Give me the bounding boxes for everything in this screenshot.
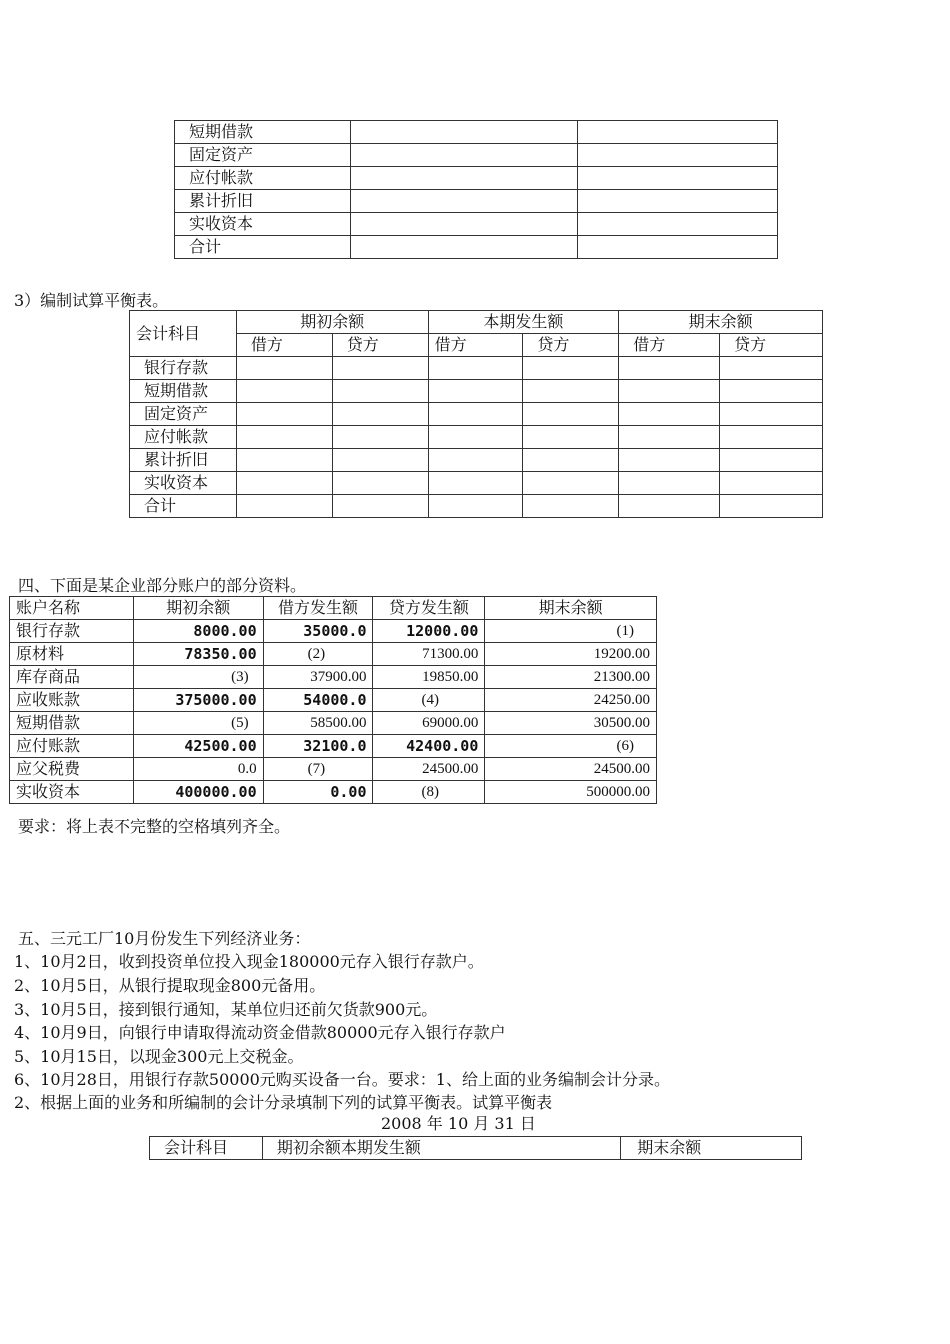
trial-balance-table xyxy=(129,310,823,518)
table-row xyxy=(10,666,657,689)
table-row xyxy=(130,426,823,449)
amount-cell: 30500.00 xyxy=(485,712,657,735)
sub-header: 借方 xyxy=(428,334,523,357)
sub-header: 借方 xyxy=(619,334,720,357)
empty-cell xyxy=(428,472,523,495)
account-name-cell: 库存商品 xyxy=(10,666,134,689)
table-row xyxy=(130,449,823,472)
table-row xyxy=(130,472,823,495)
header-row xyxy=(10,597,657,620)
account-name-cell: 银行存款 xyxy=(130,357,237,380)
empty-cell xyxy=(332,403,428,426)
empty-cell xyxy=(428,426,523,449)
empty-cell xyxy=(523,426,619,449)
business-item: 6、10月28日，用银行存款50000元购买设备一台。要求：1、给上面的业务编制会计分录。 xyxy=(14,1070,670,1089)
table-row xyxy=(175,121,778,144)
empty-cell xyxy=(236,449,332,472)
account-name-cell: 实收资本 xyxy=(175,213,351,236)
section4-title: 四、下面是某企业部分账户的部分资料。 xyxy=(18,576,307,595)
accounts-data-table xyxy=(9,596,657,804)
business-item: 2、10月5日，从银行提取现金800元备用。 xyxy=(14,976,326,995)
account-name-cell: 银行存款 xyxy=(10,620,134,643)
value-cell xyxy=(578,190,778,213)
sub-header: 贷方 xyxy=(523,334,619,357)
table-row xyxy=(175,190,778,213)
empty-cell xyxy=(523,357,619,380)
table-date: 2008 年 10 月 31 日 xyxy=(381,1114,536,1133)
business-item: 3、10月5日，接到银行通知，某单位归还前欠货款900元。 xyxy=(14,1000,438,1019)
empty-cell xyxy=(523,449,619,472)
business-item: 2、根据上面的业务和所编制的会计分录填制下列的试算平衡表。试算平衡表 xyxy=(14,1093,553,1112)
empty-cell xyxy=(332,357,428,380)
empty-cell xyxy=(720,357,823,380)
empty-cell xyxy=(523,472,619,495)
value-cell xyxy=(350,236,578,259)
amount-cell: 32100.0 xyxy=(263,735,373,758)
empty-cell xyxy=(332,426,428,449)
final-balance-table xyxy=(149,1136,802,1160)
account-name-cell: 实收资本 xyxy=(130,472,237,495)
account-name-cell: 短期借款 xyxy=(175,121,351,144)
account-name-cell: 应收账款 xyxy=(10,689,134,712)
group-header: 期末余额 xyxy=(619,311,823,334)
group-header: 本期发生额 xyxy=(428,311,619,334)
subject-header: 会计科目 xyxy=(130,311,237,357)
table-row xyxy=(130,380,823,403)
section3-title: 3）编制试算平衡表。 xyxy=(14,291,169,310)
amount-cell: 35000.0 xyxy=(263,620,373,643)
empty-cell xyxy=(523,403,619,426)
business-item: 1、10月2日，收到投资单位投入现金180000元存入银行存款户。 xyxy=(14,952,484,971)
empty-cell xyxy=(720,426,823,449)
account-name-cell: 应付帐款 xyxy=(175,167,351,190)
table-row xyxy=(175,236,778,259)
column-header: 账户名称 xyxy=(10,597,134,620)
value-cell xyxy=(350,190,578,213)
account-name-cell: 应付账款 xyxy=(10,735,134,758)
section5-title: 五、三元工厂10月份发生下列经济业务： xyxy=(18,929,311,948)
amount-cell: 42500.00 xyxy=(133,735,263,758)
account-name-cell: 应父税费 xyxy=(10,758,134,781)
amount-cell: 37900.00 xyxy=(263,666,373,689)
amount-cell: (4) xyxy=(373,689,485,712)
table-row xyxy=(175,144,778,167)
table-row xyxy=(130,495,823,518)
amount-cell: (2) xyxy=(263,643,373,666)
amount-cell: (7) xyxy=(263,758,373,781)
empty-cell xyxy=(236,403,332,426)
value-cell xyxy=(350,213,578,236)
column-header: 贷方发生额 xyxy=(373,597,485,620)
account-name-cell: 合计 xyxy=(175,236,351,259)
account-name-cell: 原材料 xyxy=(10,643,134,666)
amount-cell: 71300.00 xyxy=(373,643,485,666)
table-row xyxy=(175,167,778,190)
amount-cell: (8) xyxy=(373,781,485,804)
amount-cell: 69000.00 xyxy=(373,712,485,735)
account-name-cell: 累计折旧 xyxy=(130,449,237,472)
account-name-cell: 累计折旧 xyxy=(175,190,351,213)
amount-cell: 54000.0 xyxy=(263,689,373,712)
amount-cell: (6) xyxy=(485,735,657,758)
table-row xyxy=(130,357,823,380)
amount-cell: (3) xyxy=(133,666,263,689)
empty-cell xyxy=(720,472,823,495)
amount-cell: 0.00 xyxy=(263,781,373,804)
table-row xyxy=(10,620,657,643)
empty-cell xyxy=(720,449,823,472)
amount-cell: 24250.00 xyxy=(485,689,657,712)
sub-header: 借方 xyxy=(236,334,332,357)
value-cell xyxy=(578,236,778,259)
column-header: 期初余额 xyxy=(133,597,263,620)
table-row xyxy=(10,781,657,804)
table-row xyxy=(10,712,657,735)
empty-cell xyxy=(332,449,428,472)
empty-cell xyxy=(523,495,619,518)
amount-cell: 400000.00 xyxy=(133,781,263,804)
empty-cell xyxy=(523,380,619,403)
account-table-top xyxy=(174,120,778,259)
column-header: 期末余额 xyxy=(485,597,657,620)
amount-cell: 8000.00 xyxy=(133,620,263,643)
amount-cell: 500000.00 xyxy=(485,781,657,804)
empty-cell xyxy=(236,426,332,449)
business-item: 4、10月9日，向银行申请取得流动资金借款80000元存入银行存款户 xyxy=(14,1023,506,1042)
header-row-1 xyxy=(130,311,823,334)
sub-header: 贷方 xyxy=(720,334,823,357)
empty-cell xyxy=(236,495,332,518)
empty-cell xyxy=(236,472,332,495)
amount-cell: 21300.00 xyxy=(485,666,657,689)
empty-cell xyxy=(428,357,523,380)
amount-cell: 42400.00 xyxy=(373,735,485,758)
business-item: 5、10月15日，以现金300元上交税金。 xyxy=(14,1047,304,1066)
amount-cell: (1) xyxy=(485,620,657,643)
empty-cell xyxy=(619,449,720,472)
subject-header: 会计科目 xyxy=(150,1137,263,1160)
account-name-cell: 短期借款 xyxy=(130,380,237,403)
empty-cell xyxy=(720,403,823,426)
ending-header: 期末余额 xyxy=(621,1137,802,1160)
empty-cell xyxy=(332,495,428,518)
account-name-cell: 实收资本 xyxy=(10,781,134,804)
amount-cell: 24500.00 xyxy=(373,758,485,781)
empty-cell xyxy=(236,380,332,403)
empty-cell xyxy=(428,449,523,472)
empty-cell xyxy=(619,495,720,518)
empty-cell xyxy=(619,426,720,449)
amount-cell: 78350.00 xyxy=(133,643,263,666)
value-cell xyxy=(578,213,778,236)
empty-cell xyxy=(619,357,720,380)
table-row xyxy=(10,643,657,666)
account-name-cell: 固定资产 xyxy=(175,144,351,167)
column-header: 借方发生额 xyxy=(263,597,373,620)
account-name-cell: 固定资产 xyxy=(130,403,237,426)
amount-cell: 24500.00 xyxy=(485,758,657,781)
amount-cell: 19850.00 xyxy=(373,666,485,689)
empty-cell xyxy=(619,472,720,495)
period-header: 期初余额本期发生额 xyxy=(262,1137,620,1160)
account-name-cell: 短期借款 xyxy=(10,712,134,735)
value-cell xyxy=(578,144,778,167)
amount-cell: 19200.00 xyxy=(485,643,657,666)
table-row xyxy=(10,689,657,712)
empty-cell xyxy=(428,403,523,426)
requirement-text: 要求：将上表不完整的空格填列齐全。 xyxy=(18,817,291,836)
group-header: 期初余额 xyxy=(236,311,428,334)
value-cell xyxy=(350,144,578,167)
empty-cell xyxy=(720,495,823,518)
amount-cell: 58500.00 xyxy=(263,712,373,735)
value-cell xyxy=(578,121,778,144)
empty-cell xyxy=(428,380,523,403)
empty-cell xyxy=(720,380,823,403)
account-name-cell: 合计 xyxy=(130,495,237,518)
amount-cell: 12000.00 xyxy=(373,620,485,643)
empty-cell xyxy=(619,403,720,426)
empty-cell xyxy=(619,380,720,403)
value-cell xyxy=(350,167,578,190)
empty-cell xyxy=(332,380,428,403)
table-header-row xyxy=(150,1137,802,1160)
empty-cell xyxy=(236,357,332,380)
table-row xyxy=(10,735,657,758)
sub-header: 贷方 xyxy=(332,334,428,357)
table-row xyxy=(175,213,778,236)
table-row xyxy=(130,403,823,426)
value-cell xyxy=(350,121,578,144)
amount-cell: 0.0 xyxy=(133,758,263,781)
account-name-cell: 应付帐款 xyxy=(130,426,237,449)
table-row xyxy=(10,758,657,781)
amount-cell: 375000.00 xyxy=(133,689,263,712)
amount-cell: (5) xyxy=(133,712,263,735)
empty-cell xyxy=(428,495,523,518)
empty-cell xyxy=(332,472,428,495)
value-cell xyxy=(578,167,778,190)
